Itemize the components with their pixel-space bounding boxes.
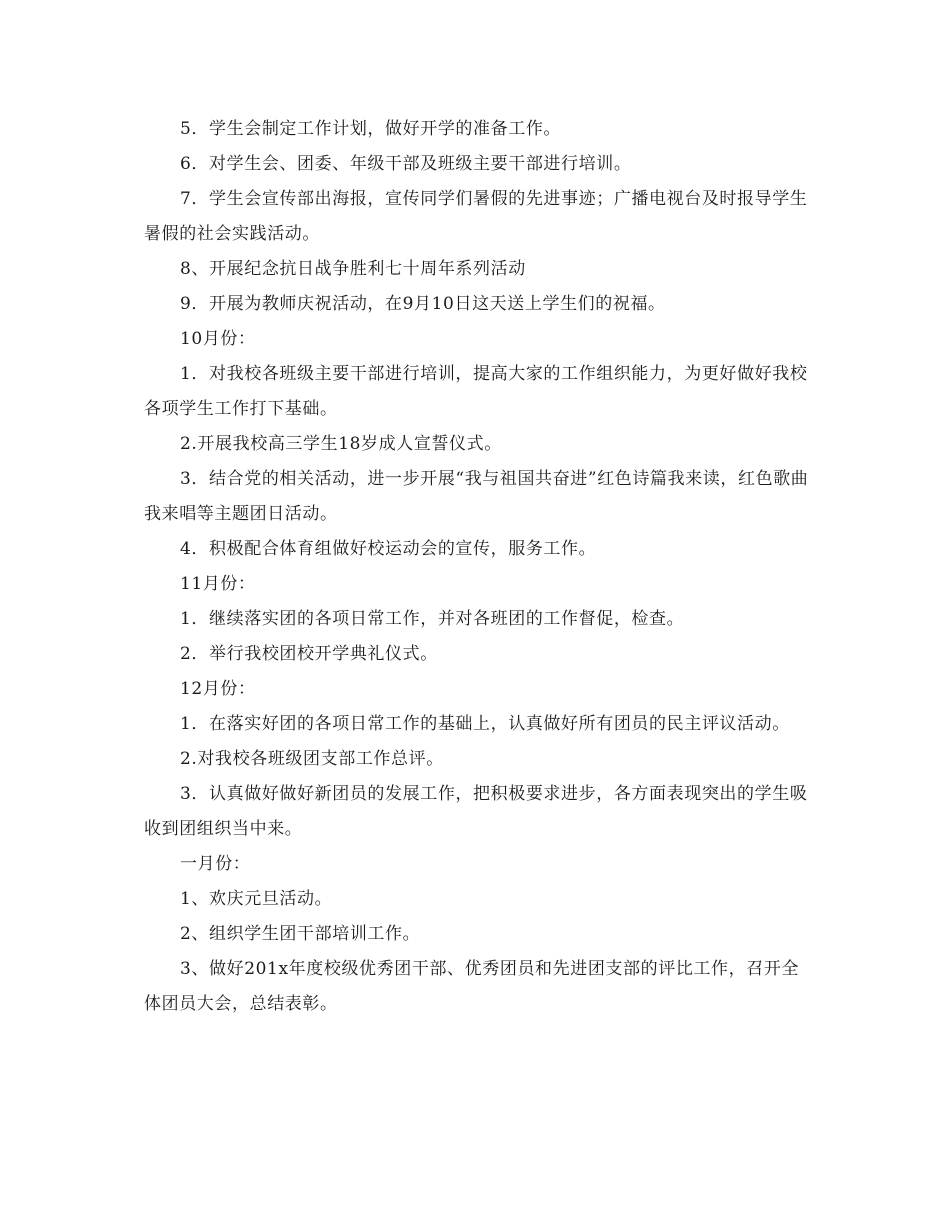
paragraph: 3、做好201x年度校级优秀团干部、优秀团员和先进团支部的评比工作，召开全体团员大会，总结表彰。 (144, 959, 800, 1014)
paragraph: 5．学生会制定工作计划，做好开学的准备工作。 (180, 119, 562, 139)
paragraph: 1．在落实好团的各项日常工作的基础上，认真做好所有团员的民主评议活动。 (180, 714, 790, 734)
paragraph: 7．学生会宣传部出海报，宣传同学们暑假的先进事迹；广播电视台及时报导学生暑假的社会实践活动。 (144, 189, 808, 244)
section-heading-december: 12月份： (180, 679, 256, 699)
paragraph: 1．对我校各班级主要干部进行培训，提高大家的工作组织能力，为更好做好我校各项学生工作打下基础。 (144, 364, 808, 419)
section-heading-november: 11月份： (180, 574, 256, 594)
paragraph: 3．结合党的相关活动，进一步开展“我与祖国共奋进”红色诗篇我来读，红色歌曲我来唱等主题团日活动。 (144, 469, 809, 524)
section-heading-october: 10月份： (180, 329, 256, 349)
document-body (144, 112, 810, 1022)
paragraph: 2.开展我校高三学生18岁成人宣誓仪式。 (180, 434, 502, 454)
paragraph: 2．举行我校团校开学典礼仪式。 (180, 644, 438, 664)
paragraph: 3．认真做好做好新团员的发展工作，把积极要求进步，各方面表现突出的学生吸收到团组织当中来。 (144, 784, 808, 839)
section-heading-january: 一月份： (180, 854, 251, 874)
paragraph: 2.对我校各班级团支部工作总评。 (180, 749, 444, 769)
paragraph: 1．继续落实团的各项日常工作，并对各班团的工作督促，检查。 (180, 609, 685, 629)
paragraph: 8、开展纪念抗日战争胜利七十周年系列活动 (180, 259, 526, 279)
paragraph: 1、欢庆元旦活动。 (180, 889, 333, 909)
paragraph: 6．对学生会、团委、年级干部及班级主要干部进行培训。 (180, 154, 632, 174)
paragraph: 9．开展为教师庆祝活动，在9月10日这天送上学生们的祝福。 (180, 294, 666, 314)
paragraph: 4．积极配合体育组做好校运动会的宣传，服务工作。 (180, 539, 597, 559)
paragraph: 2、组织学生团干部培训工作。 (180, 924, 421, 944)
